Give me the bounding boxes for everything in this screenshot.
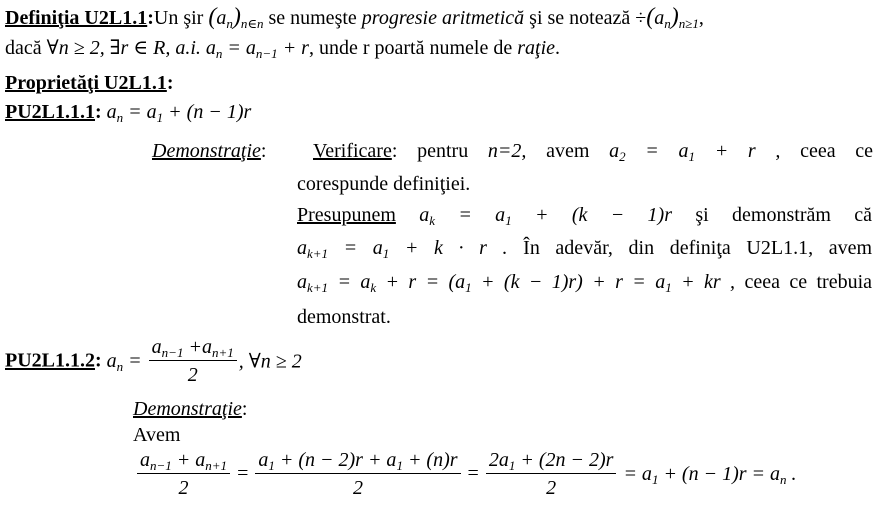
definition-formula: $a_n = a_{n-1} + r$ [205, 37, 309, 61]
pu2-proof-label: Demonstraţie [133, 398, 242, 420]
pu2-formula: $a_n$ = [106, 349, 147, 374]
notation-symbol: $\div(a_n)_{n\ge 1}$, [635, 4, 704, 31]
verify-text-b: avem [546, 140, 590, 162]
pu2-colon: : [95, 349, 102, 372]
pu1-verify-line [313, 139, 873, 163]
line-b-text: ceea ce trebuia [744, 271, 873, 293]
definition-label: Definiţia U2L1.1 [5, 7, 148, 29]
line-a-formula: $a_{k+1} = a_1 + k \cdot r$ . [297, 237, 508, 261]
definition-line-2 [5, 36, 560, 60]
pu2-label: PU2L1.1.2 [5, 349, 95, 372]
chain-eq-2: = [467, 462, 479, 485]
verify-text-a: pentru [417, 140, 469, 162]
verify-label: Verificare [313, 140, 392, 162]
assume-label: Presupunem [297, 204, 396, 226]
pu2-proof-line [133, 397, 247, 421]
properties-heading [5, 71, 174, 95]
assume-text-a: şi [695, 204, 709, 226]
pu1-proof-line [152, 139, 266, 163]
ratio-word: raţie [517, 37, 556, 59]
pu1-colon: : [95, 101, 102, 123]
pu1-line-b [297, 270, 872, 294]
definition-text-d: , unde r poartă numele de [308, 37, 513, 59]
verify-colon: : [391, 140, 398, 162]
line-b-formula: $a_{k+1} = a_k + r = (a_1 + (k - 1)r) + r = a_1$ + kr , [297, 271, 736, 295]
pu1-label: PU2L1.1.1 [5, 101, 95, 123]
pu1-line-a [297, 236, 872, 260]
pu2-proof-colon: : [241, 398, 248, 420]
chain-fraction-2: $\frac{a_1 + (n - 2)r + a_1 + (n)r}{2}$ [255, 448, 460, 500]
assume-text-c: că [854, 204, 873, 226]
properties-colon: : [166, 72, 174, 94]
chain-final: = $a_1 + (n - 1)r = a_n$ . [623, 462, 797, 487]
pu1-line [5, 100, 251, 124]
pu2-chain [135, 448, 797, 500]
line-a-text: În adevăr, din definiţa U2L1.1, avem [523, 237, 873, 259]
definition-condition: ∀n ≥ 2, ∃r ∈ R, a.i. [46, 37, 201, 59]
definition-line-1 [5, 5, 704, 30]
verify-text-c: ceea ce [800, 140, 874, 162]
pu1-proof-label: Demonstraţie [152, 140, 261, 162]
pu1-assume-line [297, 203, 872, 227]
pu1-formula: $a_n = a_1 + (n - 1)r$ [106, 101, 252, 125]
definition-text-b: se numeşte [268, 7, 357, 29]
pu1-proof-colon: : [260, 140, 267, 162]
pu2-line [5, 335, 302, 387]
definition-line2-prefix: dacă [5, 37, 42, 59]
pu2-tail: , ∀n ≥ 2 [238, 350, 302, 373]
assume-formula: $a_k = a_1 + (k - 1)r$ [419, 204, 673, 228]
pu2-avem [133, 423, 180, 447]
pu1-verify-line-2 [297, 172, 470, 196]
properties-heading-text: Proprietăţi U2L1.1 [5, 72, 167, 94]
line-c-text: demonstrat. [297, 306, 391, 328]
chain-fraction-3: $\frac{2a_1 + (2n - 2)r}{2}$ [486, 448, 617, 500]
assume-text-b: demonstrăm [732, 204, 831, 226]
sequence-notation: $(a_n)_{n\in n}$ [208, 4, 264, 31]
verify-line2: corespunde definiţiei. [297, 173, 471, 195]
pu2-fraction: $\frac{a_{n-1} +a_{n+1}}{2}$ [149, 335, 237, 387]
definition-text-c: şi se notează [529, 7, 631, 29]
pu1-line-c [297, 305, 391, 329]
verify-n: n=2, [487, 140, 527, 162]
definition-text-a: Un şir [153, 7, 204, 29]
definition-period: . [555, 37, 561, 59]
definition-term: progresie aritmetică [361, 7, 525, 29]
verify-formula: $a_2 = a_1 + r$ , [609, 140, 781, 164]
chain-eq-1: = [237, 462, 249, 485]
avem-text: Avem [133, 424, 181, 446]
chain-fraction-1: $\frac{a_{n-1} + a_{n+1}}{2}$ [137, 448, 230, 500]
definition-colon: : [147, 7, 154, 29]
